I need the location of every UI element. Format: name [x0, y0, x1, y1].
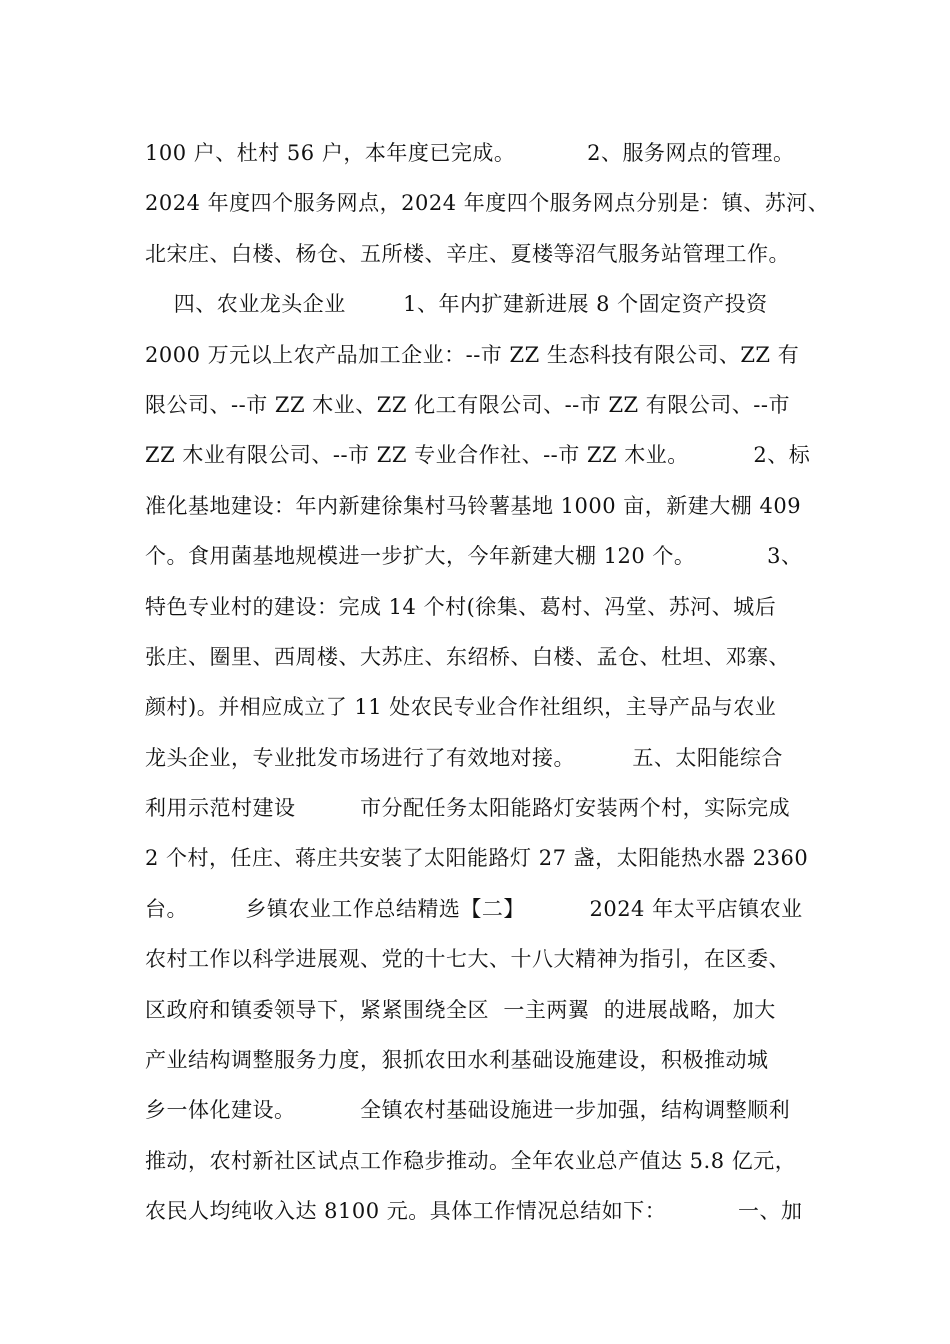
text-line: 台。 乡镇农业工作总结精选【二】 2024 年太平店镇农业 — [145, 896, 803, 921]
body-text — [145, 128, 835, 1237]
text-line: 龙头企业，专业批发市场进行了有效地对接。 五、太阳能综合 — [145, 745, 783, 770]
text-line: 区政府和镇委领导下，紧紧围绕全区 一主两翼 的进展战略，加大 — [145, 997, 776, 1022]
text-line: 北宋庄、白楼、杨仓、五所楼、辛庄、夏楼等沼气服务站管理工作。 — [145, 241, 790, 266]
text-line: 农村工作以科学进展观、党的十七大、十八大精神为指引，在区委、 — [145, 947, 790, 972]
text-line: 乡一体化建设。 全镇农村基础设施进一步加强，结构调整顺利 — [145, 1098, 791, 1123]
text-line: 四、农业龙头企业 1、年内扩建新进展 8 个固定资产投资 — [145, 292, 768, 317]
text-line: 2024 年度四个服务网点，2024 年度四个服务网点分别是：镇、苏河、 — [145, 191, 830, 216]
text-line: 特色专业村的建设：完成 14 个村(徐集、葛村、冯堂、苏河、城后 — [145, 594, 777, 619]
text-line: 2000 万元以上农产品加工企业：--市 ZZ 生态科技有限公司、ZZ 有 — [145, 342, 800, 367]
text-line: 推动，农村新社区试点工作稳步推动。全年农业总产值达 5.8 亿元， — [145, 1148, 797, 1173]
text-line: 限公司、--市 ZZ 木业、ZZ 化工有限公司、--市 ZZ 有限公司、--市 — [145, 392, 790, 417]
text-line: 颜村)。并相应成立了 11 处农民专业合作社组织，主导产品与农业 — [145, 695, 777, 720]
text-line: 产业结构调整服务力度，狠抓农田水利基础设施建设，积极推动城 — [145, 1048, 769, 1073]
text-line: 准化基地建设：年内新建徐集村马铃薯基地 1000 亩，新建大棚 409 — [145, 493, 802, 518]
text-line: ZZ 木业有限公司、--市 ZZ 专业合作社、--市 ZZ 木业。 2、标 — [145, 443, 811, 468]
text-line: 100 户、杜村 56 户，本年度已完成。 2、服务网点的管理。 — [145, 141, 795, 165]
text-line: 2 个村，任庄、蒋庄共安装了太阳能路灯 27 盏，太阳能热水器 2360 — [145, 846, 809, 871]
text-line: 个。食用菌基地规模进一步扩大，今年新建大棚 120 个。 3、 — [145, 544, 803, 569]
text-line: 利用示范村建设 市分配任务太阳能路灯安装两个村，实际完成 — [145, 796, 791, 821]
text-line: 农民人均纯收入达 8100 元。具体工作情况总结如下： 一、加 — [145, 1199, 803, 1224]
text-line: 张庄、圈里、西周楼、大苏庄、东绍桥、白楼、孟仓、杜坦、邓寨、 — [145, 644, 790, 669]
